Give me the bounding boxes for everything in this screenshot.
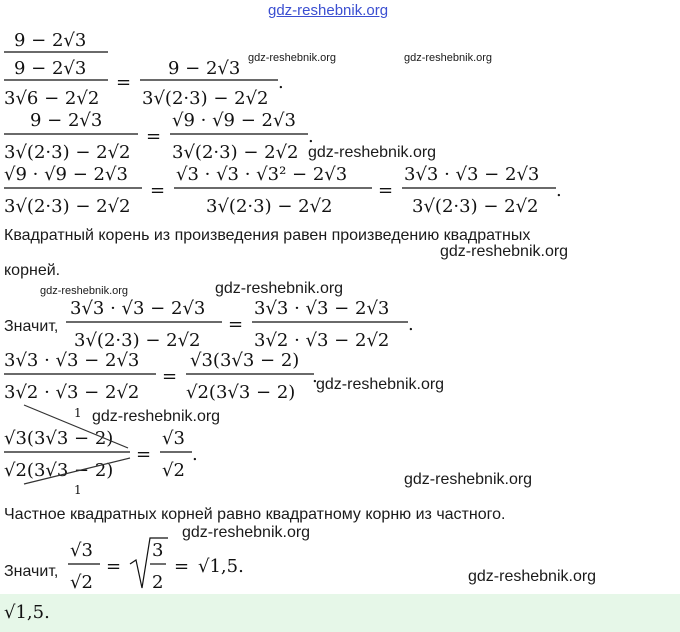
watermark: gdz-reshebnik.org <box>92 408 221 425</box>
equals-sign: = <box>150 180 166 201</box>
rule-product-root: Квадратный корень из произведения равен произведению квадратных <box>4 227 531 244</box>
cancel-one-top: 1 <box>74 406 82 420</box>
equals-sign: = <box>116 72 132 93</box>
eq6-lhs-num: √3(3√3 − 2) <box>4 428 114 449</box>
watermark: gdz-reshebnik.org <box>440 243 569 260</box>
eq4-rhs-den: 3√2 · √3 − 2√2 <box>254 330 390 351</box>
watermark: gdz-reshebnik.org <box>40 285 129 297</box>
watermark-top[interactable]: gdz-reshebnik.org <box>268 2 389 19</box>
rule-product-root-cont: корней. <box>4 262 61 279</box>
equals-sign: = <box>106 556 122 577</box>
period: . <box>408 314 414 335</box>
watermark: gdz-reshebnik.org <box>468 568 597 585</box>
eq3-c-num: 3√3 · √3 − 2√3 <box>404 164 540 185</box>
watermark: gdz-reshebnik.org <box>308 144 437 161</box>
eq2-lhs-num: 9 − 2√3 <box>30 110 103 131</box>
equals-sign: = <box>146 126 162 147</box>
eq5-rhs-den: √2(3√3 − 2) <box>186 382 296 403</box>
eq3-a-num: √9 · √9 − 2√3 <box>4 164 128 185</box>
eq3-b-num: √3 · √3 · √3² − 2√3 <box>176 164 348 185</box>
znachit-label-2: Значит, <box>4 563 59 580</box>
watermark: gdz-reshebnik.org <box>316 376 445 393</box>
answer-value: √1,5. <box>4 602 50 623</box>
equals-sign: = <box>378 180 394 201</box>
eq4-rhs-num: 3√3 · √3 − 2√3 <box>254 298 390 319</box>
equals-sign: = <box>162 366 178 387</box>
eq6-rhs-num: √3 <box>162 428 185 449</box>
equals-sign: = <box>136 444 152 465</box>
period: . <box>278 72 284 93</box>
eq7-a-den: √2 <box>70 572 93 593</box>
eq3-c-den: 3√(2·3) − 2√2 <box>412 196 539 217</box>
period: . <box>192 444 198 465</box>
cancel-one-bottom: 1 <box>74 483 82 497</box>
period: . <box>312 366 318 387</box>
period: . <box>308 126 314 147</box>
eq7-b-den: 2 <box>152 572 164 593</box>
eq1-rhs-den: 3√(2·3) − 2√2 <box>142 88 269 109</box>
equals-sign: = <box>174 556 190 577</box>
equals-sign: = <box>228 314 244 335</box>
eq1-inner-num: 9 − 2√3 <box>14 58 87 79</box>
period: . <box>556 180 562 201</box>
eq1-top-num: 9 − 2√3 <box>14 30 87 51</box>
eq5-rhs-num: √3(3√3 − 2) <box>190 350 300 371</box>
eq2-rhs-den: 3√(2·3) − 2√2 <box>172 142 299 163</box>
rule-quotient-root: Частное квадратных корней равно квадратному корню из частного. <box>4 506 506 523</box>
eq2-rhs-num: √9 · √9 − 2√3 <box>172 110 296 131</box>
watermark: gdz-reshebnik.org <box>404 52 493 64</box>
eq3-b-den: 3√(2·3) − 2√2 <box>206 196 333 217</box>
eq5-lhs-num: 3√3 · √3 − 2√3 <box>4 350 140 371</box>
watermark: gdz-reshebnik.org <box>182 524 311 541</box>
eq2-lhs-den: 3√(2·3) − 2√2 <box>4 142 131 163</box>
watermark: gdz-reshebnik.org <box>248 52 337 64</box>
eq1-inner-den: 3√6 − 2√2 <box>4 88 100 109</box>
watermark: gdz-reshebnik.org <box>215 280 344 297</box>
eq4-lhs-num: 3√3 · √3 − 2√3 <box>70 298 206 319</box>
eq7-a-num: √3 <box>70 540 93 561</box>
eq3-a-den: 3√(2·3) − 2√2 <box>4 196 131 217</box>
eq7-c: √1,5. <box>198 556 244 577</box>
znachit-label: Значит, <box>4 318 59 335</box>
eq1-rhs-num: 9 − 2√3 <box>168 58 241 79</box>
eq5-lhs-den: 3√2 · √3 − 2√2 <box>4 382 140 403</box>
eq7-b-num: 3 <box>152 540 164 561</box>
eq4-lhs-den: 3√(2·3) − 2√2 <box>74 330 201 351</box>
answer-band <box>0 594 680 632</box>
eq6-lhs-den: √2(3√3 − 2) <box>4 460 114 481</box>
watermark: gdz-reshebnik.org <box>404 471 533 488</box>
eq6-rhs-den: √2 <box>162 460 185 481</box>
